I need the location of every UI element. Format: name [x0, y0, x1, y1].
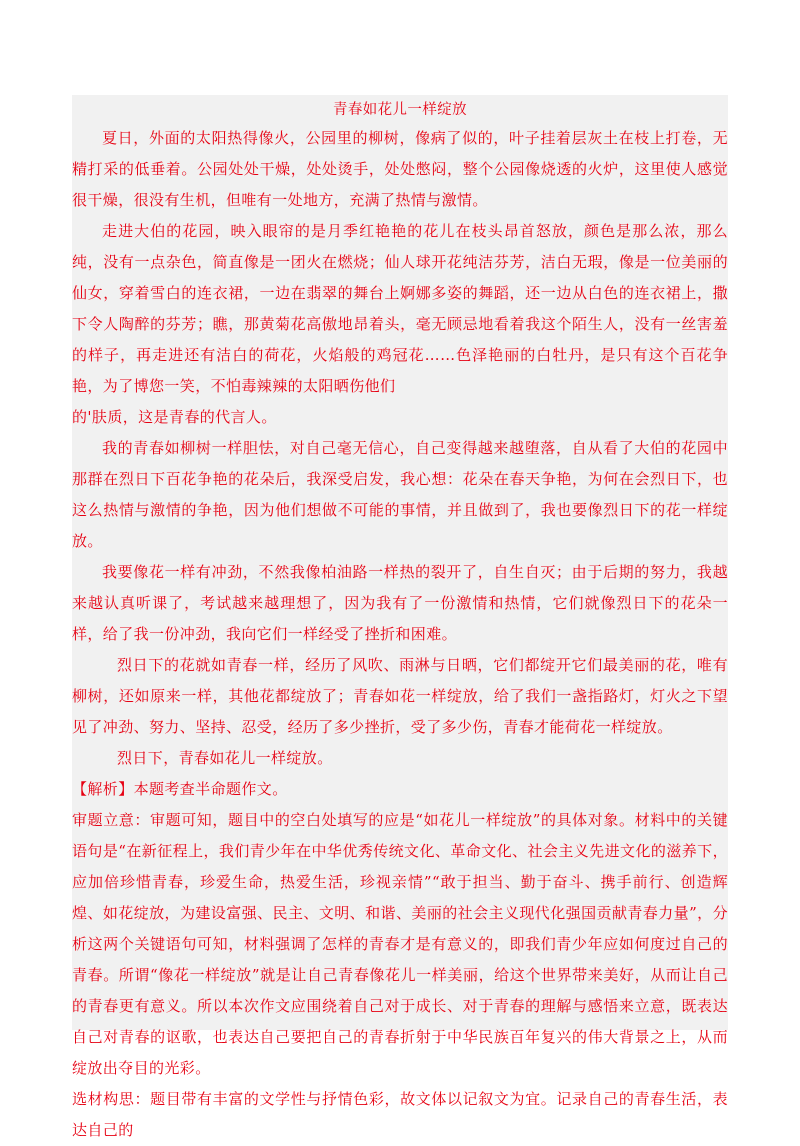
essay-title: 青春如花儿一样绽放 — [332, 102, 468, 118]
analysis-audit: 审题立意：审题可知，题目中的空白处填写的应是“如花儿一样绽放”的具体对象。材料中的关键语句是“在新征程上，我们青少年在中华优秀传统文化、革命文化、社会主义先进文化的滋养下，应加倍珍惜青春，珍爱生命，热爱生活，珍视亲情”“敢于担当、勤于奋斗、携手前行、创造辉煌、如花绽放，为建设富强、民主、文明、和谐、美丽的社会主义现代化强国贡献青春力量”，分析这两个关键语句可知，材料强调了怎样的青春才是有意义的，即我们青少年应如何度过自己的青春。所谓“像花一样绽放”就是让自己青春像花儿一样美丽，给这个世界带来美好，从而让自己的青春更有意义。所以本次作文应围绕着自己对于成长、对于青春的理解与感悟来立意，既表达自己对青春的讴歌，也表达自己要把自己的青春折射于中华民族百年复兴的伟大背景之上，从而绽放出夺目的光彩。 — [72, 811, 728, 1077]
essay-paragraph: 夏日，外面的太阳热得像火，公园里的柳树，像病了似的，叶子挂着层灰土在枝上打卷，无精打采的低垂着。公园处处干燥，处处烫手，处处憋闷，整个公园像烧透的火炉，这里使人感觉很干燥，很没有生机，但唯有一处地方，充满了热情与激情。 — [72, 129, 728, 209]
document-page — [72, 95, 728, 1139]
essay-paragraph: 走进大伯的花园，映入眼帘的是月季红艳艳的花儿在枝头昂首怒放，颜色是那么浓，那么纯，没有一点杂色，简直像是一团火在燃烧；仙人球开花纯洁芬芳，洁白无瑕，像是一位美丽的仙女，穿着雪白的连衣裙，一边在翡翠的舞台上婀娜多姿的舞蹈，还一边从白色的连衣裙上，撒下令人陶醉的芬芳；瞧，那黄菊花高傲地昂着头，毫无顾忌地看着我这个陌生人，没有一丝害羞的样子，再走进还有洁白的荷花，火焰般的鸡冠花……色泽艳丽的白牡丹，是只有这个百花争艳，为了博您一笑，不怕毒辣辣的太阳晒伤他们 — [72, 222, 728, 395]
essay-paragraph: 烈日下的花就如青春一样，经历了风吹、雨淋与日晒，它们都绽开它们最美丽的花，唯有柳树，还如原来一样，其他花都绽放了；青春如花一样绽放，给了我们一盏指路灯，灯火之下望见了冲劲、努力、坚持、忍受，经历了多少挫折，受了多少伤，青春才能荷花一样绽放。 — [72, 656, 728, 736]
essay-paragraph: 烈日下，青春如花儿一样绽放。 — [117, 749, 333, 767]
essay-paragraph: 我的青春如柳树一样胆怯，对自己毫无信心，自己变得越来越堕落，自从看了大伯的花园中那群在烈日下百花争艳的花朵后，我深受启发，我心想：花朵在春天争艳，为何在会烈日下，也这么热情与激情的争艳，因为他们想做不可能的事情，并且做到了，我也要像烈日下的花一样绽放。 — [72, 439, 728, 550]
analysis-intro: 本题考查半命题作文。 — [133, 780, 288, 798]
analysis-tag: 【解析】 — [72, 780, 134, 798]
analysis-material: 选材构思：题目带有丰富的文学性与抒情色彩，故文体以记叙文为宜。记录自己的青春生活，表达自己的 — [72, 1090, 728, 1139]
essay-paragraph: 的'肤质，这是青春的代言人。 — [72, 408, 277, 426]
document-body — [72, 95, 728, 1146]
essay-paragraph: 我要像花一样有冲劲，不然我像柏油路一样热的裂开了，自生自灭；由于后期的努力，我越来越认真听课了，考试越来越理想了，因为我有了一份激情和热情，它们就像烈日下的花朵一样，给了我一份冲劲，我向它们一样经受了挫折和困难。 — [72, 563, 728, 643]
analysis-heading — [72, 774, 728, 805]
